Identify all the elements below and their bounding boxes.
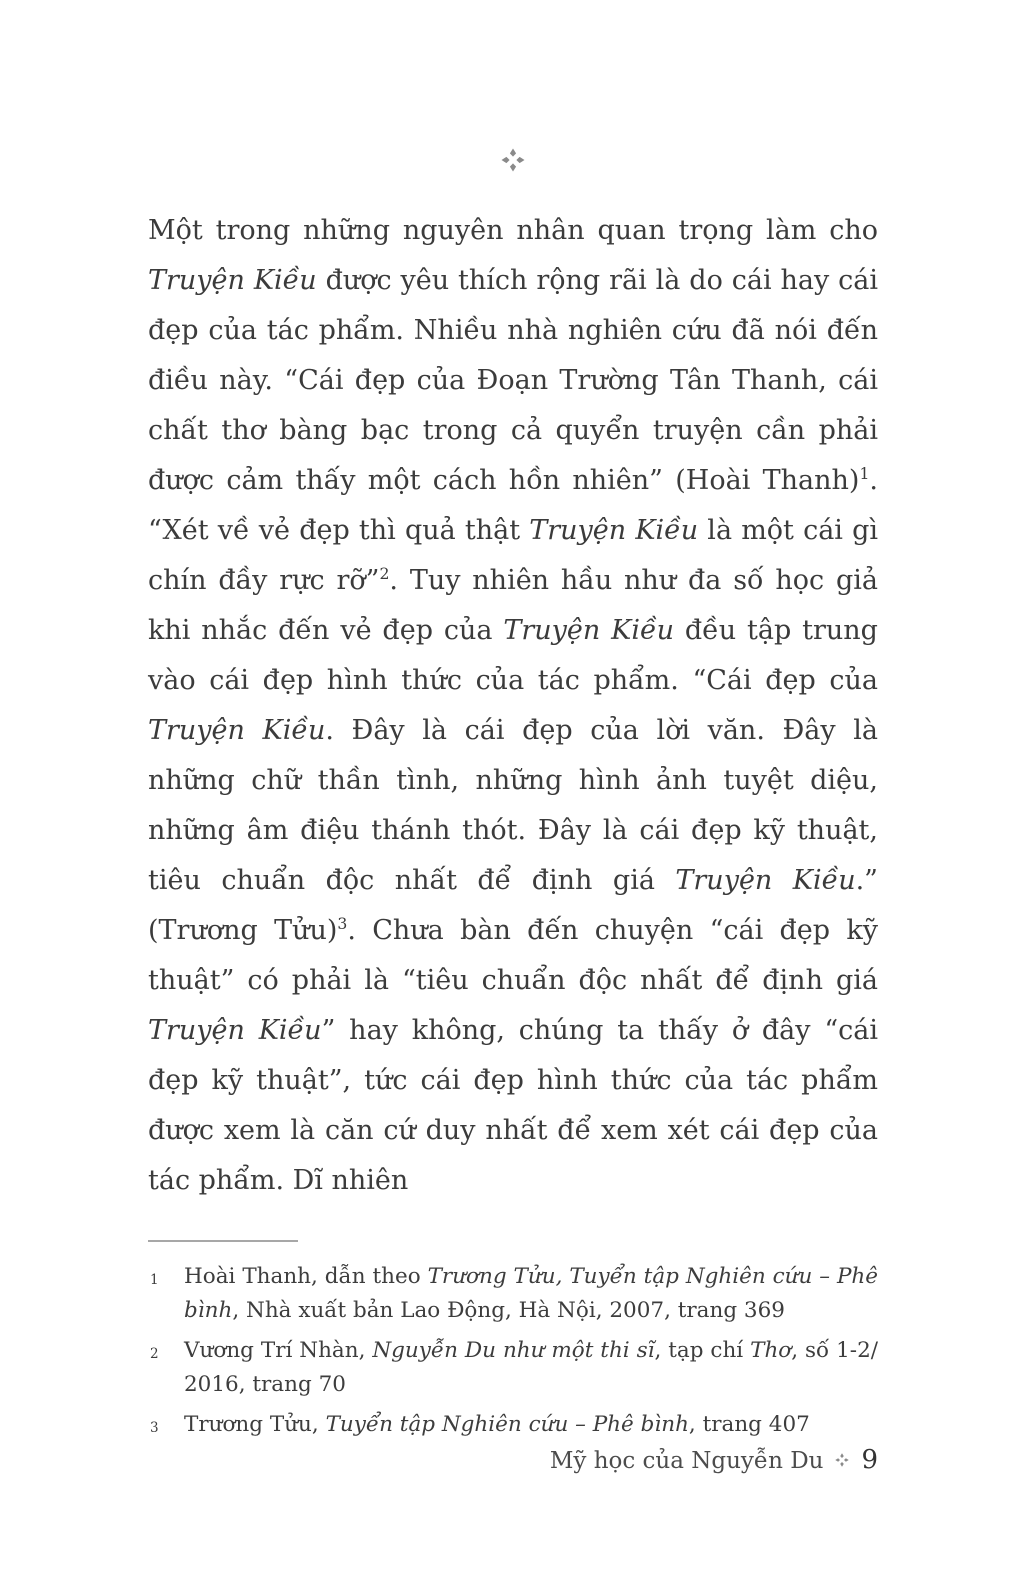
footnote-text: Vương Trí Nhàn, Nguyễn Du như một thi sĩ, tạp chí Thơ, số 1-2/ 2016, trang 70 [184,1338,878,1397]
body-paragraph: Một trong những nguyên nhân quan trọng làm cho Truyện Kiều được yêu thích rộng rãi là do cái hay cái đẹp của tác phẩm. Nhiều nhà nghiên cứu đã nói đến điều này. “Cái đẹp của Đoạn Trường Tân Thanh, cái chất thơ bàng bạc trong cả quyển truyện cần phải được cảm thấy một cách hồn nhiên” (Hoài Thanh)$^1$. “Xét về vẻ đẹp thì quả thật Truyện Kiều là một cái gì chín đầy rực rỡ”$^2$. Tuy nhiên hầu như đa số học giả khi nhắc đến vẻ đẹp của Truyện Kiều đều tập trung vào cái đẹp hình thức của tác phẩm. “Cái đẹp của Truyện Kiều. Đây là cái đẹp của lời văn. Đây là những chữ thần tình, những hình ảnh tuyệt diệu, những âm điệu thánh thót. Đây là cái đẹp kỹ thuật, tiêu chuẩn độc nhất để định giá Truyện Kiều.” (Trương Tửu)$^3$. Chưa bàn đến chuyện “cái đẹp kỹ thuật” có phải là “tiêu chuẩn độc nhất để định giá Truyện Kiều” hay không, chúng ta thấy ở đây “cái đẹp kỹ thuật”, tức cái đẹp hình thức của tác phẩm được xem là căn cứ duy nhất để xem xét cái đẹp của tác phẩm. Dĩ nhiên [148,215,879,1196]
footnote [148,1260,878,1328]
footer-fleuron-icon [835,1453,849,1467]
footnote-number: 2 [150,1346,159,1362]
page-footer [550,1445,878,1475]
footnote [148,1408,878,1445]
footnote-separator [148,1240,298,1242]
footnote-text: Hoài Thanh, dẫn theo Trương Tửu, Tuyển tập Nghiên cứu – Phê bình, Nhà xuất bản Lao Động, Hà Nội, 2007, trang 369 [184,1264,879,1323]
footnote-text: Trương Tửu, Tuyển tập Nghiên cứu – Phê bình, trang 407 [184,1412,810,1437]
fleuron-icon [148,0,878,174]
running-title: Mỹ học của Nguyễn Du [549,1448,824,1474]
footnote [148,1334,878,1402]
footnote-number: 3 [150,1420,159,1436]
footnote-number: 1 [150,1272,159,1288]
page-number: 9 [861,1445,878,1475]
footnotes-section [148,1260,878,1445]
